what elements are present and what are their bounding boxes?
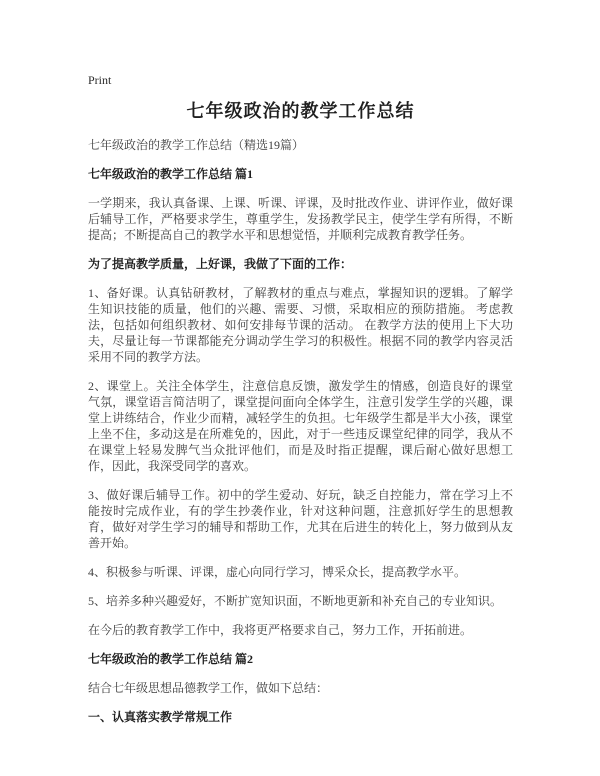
body-paragraph: 在今后的教育教学工作中，我将更严格要求自己，努力工作，开拓前进。 <box>88 623 473 637</box>
body-paragraph: 4、积极参与听课、评课，虚心向同行学习，博采众长，提高教学水平。 <box>88 565 467 579</box>
section-heading: 七年级政治的教学工作总结 篇2 <box>88 652 254 666</box>
section-heading: 为了提高教学质量，上好课，我做了下面的工作： <box>88 257 353 271</box>
body-paragraph: 结合七年级思想品德教学工作，做如下总结： <box>88 681 329 695</box>
body-paragraph: 2、课堂上。关注全体学生，注意信息反馈，激发学生的情感，创造良好的课堂气氛，课堂语言简洁明了，课堂提问面向全体学生，注意引发学生学的兴趣，课堂上讲练结合，作业少而精，减轻学生的负担。七年级学生都是半大小孩，课堂上坐不住，多动这是在所难免的，因此，对于一些违反课堂纪律的同学，我从不在课堂上轻易发脾气当众批评他们，而是及时指正提醒，课后耐心做好思想工作，因此，我深受同学的喜欢。 <box>88 379 513 473</box>
section-heading: 七年级政治的教学工作总结 篇1 <box>88 167 254 181</box>
body-paragraph: 5、培养多种兴趣爱好，不断扩宽知识面，不断地更新和补充自己的专业知识。 <box>88 594 503 608</box>
body-paragraph: 1、备好课。认真钻研教材，了解教材的重点与难点，掌握知识的逻辑。了解学生知识技能的质量，他们的兴趣、需要、习惯，采取相应的预防措施。 考虑教法，包括如何组织教材、如何安排每节课的活动。 在教学方法的使用上下大功夫，尽量让每一节课都能充分调动学生学习的积极性。根据不同的教学内容灵活采用不同的教学方法。 <box>88 286 513 364</box>
print-button[interactable]: Print <box>88 73 112 87</box>
section-heading: 一、认真落实教学常规工作 <box>88 710 233 724</box>
page-title: 七年级政治的教学工作总结 <box>186 101 415 121</box>
body-paragraph: 一学期来，我认真备课、上课、听课、评课，及时批改作业、讲评作业，做好课后辅导工作，严格要求学生，尊重学生，发扬教学民主，使学生学有所得，不断提高；不断提高自己的教学水平和思想觉悟，并顺利完成教育教学任务。 <box>88 196 513 242</box>
doc-subtitle: 七年级政治的教学工作总结（精选19篇） <box>88 138 305 152</box>
body-paragraph: 3、做好课后辅导工作。初中的学生爱动、好玩，缺乏自控能力，常在学习上不能按时完成作业，有的学生抄袭作业，针对这种问题，注意抓好学生的思想教育，做好对学生学习的辅导和帮助工作，尤其在后进生的转化上，努力做到从友善开始。 <box>88 488 513 550</box>
